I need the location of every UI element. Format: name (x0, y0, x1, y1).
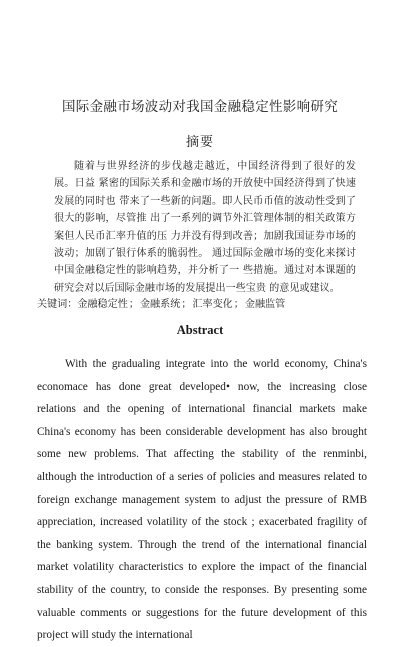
keyword-separator: ； (128, 299, 139, 310)
keywords-line (37, 295, 367, 310)
keyword-item: 金融稳定性 (77, 299, 128, 310)
abstract-en-heading: Abstract (176, 323, 224, 337)
abstract-cn-heading: 摘要 (185, 135, 214, 150)
abstract-cn-paragraph: 随着与世界经济的步伐越走越近，中国经济得到了很好的发展。日益 紧密的国际关系和金融市场的开放使中国经济得到了快速发展的同时也 带来了一些新的问题。即人民币币值的波动性受到了很大的影响，尽管推 出了一系列的调节外汇管理体制的相关政策方案但人民币汇率升值的压 力并没有得到改善；加剧我国证券市场的波动；加剧了银行体系的脆弱性。 通过国际金融市场的变化来探讨中国金融稳定性的影响趋势，并分析了一 些措施。通过对本课题的研究会对以后国际金融市场的发展提出一些宝贵 的意见或建议。 (54, 161, 356, 294)
keyword-separator: ； (181, 299, 192, 310)
keyword-item: 汇率变化 (192, 299, 233, 310)
paper-title: 国际金融市场波动对我国金融稳定性影响研究 (62, 99, 338, 115)
abstract-en-paragraph: With the gradualing integrate into the world economy, China's economace has done great developed• now, the increasing close relations and the opening of international financial markets make China's economy has been considerable development has also brought some new problems. That affecting the stability of the renminbi, although the introduction of a series of policies and measures related to foreign exchange management system to adjust the pressure of RMB appreciation, increased volatility of the stock ; exacerbated fragility of the banking system. Through the trend of the international financial market volatility characteristics to explore the impact of the financial stability of the country, to conside the responses. By presenting some valuable comments or suggestions for the future development of this project will study the international (37, 358, 367, 642)
keyword-item: 金融系统 (139, 299, 181, 310)
keyword-separator: ； (233, 299, 244, 310)
keyword-item: 金融监管 (244, 299, 286, 310)
keywords-label: 关键词： (37, 299, 78, 310)
